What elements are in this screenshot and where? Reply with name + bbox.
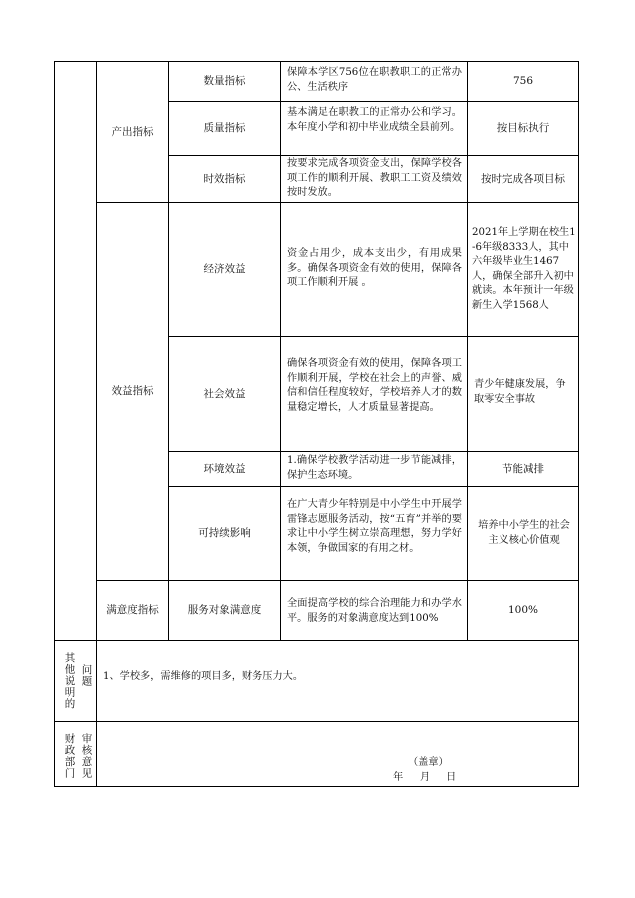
indicator-label: 环境效益 — [203, 462, 246, 475]
indicator-content: 保障本学区756位在职教职工的正常办公、生活秩序 — [287, 67, 462, 93]
indicator-content: 基本满足在职教工的正常办公和学习。本年度小学和初中毕业成绩全县前列。 — [287, 107, 462, 133]
indicator-label: 数量指标 — [203, 75, 246, 87]
group-satisfaction-label: 满意度指标 — [106, 604, 159, 616]
indicator-content: 1.确保学校教学活动进一步节能减排，保护生态环境。 — [287, 455, 462, 481]
indicator-content: 在广大青少年特别是中小学生中开展学雷锋志愿服务活动，按“五育”并举的要求让中小学生树立崇高理想，努力学好本领，争做国家的有用之材。 — [287, 499, 462, 554]
finance-review-label: 审核意见 — [80, 733, 93, 779]
rule — [54, 640, 579, 641]
indicator-content: 资金占用少，成本支出少，有用成果多。确保各项资金有效的使用，保障各项工作顺利开展 。 — [287, 248, 462, 289]
rule-left — [54, 61, 55, 787]
finance-dept-label: 财政部门 — [63, 733, 76, 779]
indicator-content: 全面提高学校的综合治理能力和办学水平。服务的对象满意度达到100% — [287, 598, 462, 624]
other-notes-text: 1、学校多，需维修的项目多，财务压力大。 — [103, 671, 304, 682]
indicator-content: 确保各项资金有效的使用，保障各项工作顺利开展，学校在社会上的声誉、威信和信任程度较好，学校培养人才的数量稳定增长，人才质量显著提高。 — [287, 358, 462, 413]
indicator-target: 100% — [507, 604, 539, 616]
indicator-label: 时效指标 — [203, 172, 246, 185]
indicator-target: 756 — [512, 75, 534, 87]
group-benefit-label: 效益指标 — [111, 385, 154, 397]
indicator-label: 可持续影响 — [198, 527, 251, 539]
indicator-target: 按目标执行 — [496, 122, 550, 134]
indicator-target: 节能减排 — [502, 462, 544, 475]
date-day: 日 — [446, 772, 457, 783]
rule — [54, 721, 579, 722]
other-notes-label-suffix: 问题 — [80, 663, 93, 687]
rule-right — [578, 61, 579, 787]
indicator-label: 社会效益 — [203, 387, 246, 400]
other-notes-label: 其他说明的 — [63, 652, 76, 710]
indicator-target: 2021年上学期在校生1-6年级8333人，其中六年级毕业生1467人，确保全部升入初中就读。本年预计一年级新生入学1568人 — [472, 227, 576, 311]
group-output-label: 产出指标 — [111, 125, 154, 138]
indicator-label: 服务对象满意度 — [187, 604, 262, 616]
indicator-content: 按要求完成各项资金支出，保障学校各项工作的顺利开展、教职工工资及绩效按时发放。 — [287, 158, 462, 199]
rule-bottom — [54, 786, 579, 787]
seal-text: （盖章） — [408, 757, 449, 768]
indicator-label: 经济效益 — [203, 263, 246, 275]
indicator-target: 按时完成各项目标 — [481, 172, 565, 185]
indicator-target: 培养中小学生的社会主义核心价值观 — [478, 520, 570, 546]
indicator-label: 质量指标 — [203, 122, 246, 134]
date-year: 年 — [393, 772, 404, 783]
indicator-target: 青少年健康发展，争取零安全事故 — [474, 379, 566, 405]
date-month: 月 — [420, 772, 431, 783]
rule — [280, 61, 281, 641]
